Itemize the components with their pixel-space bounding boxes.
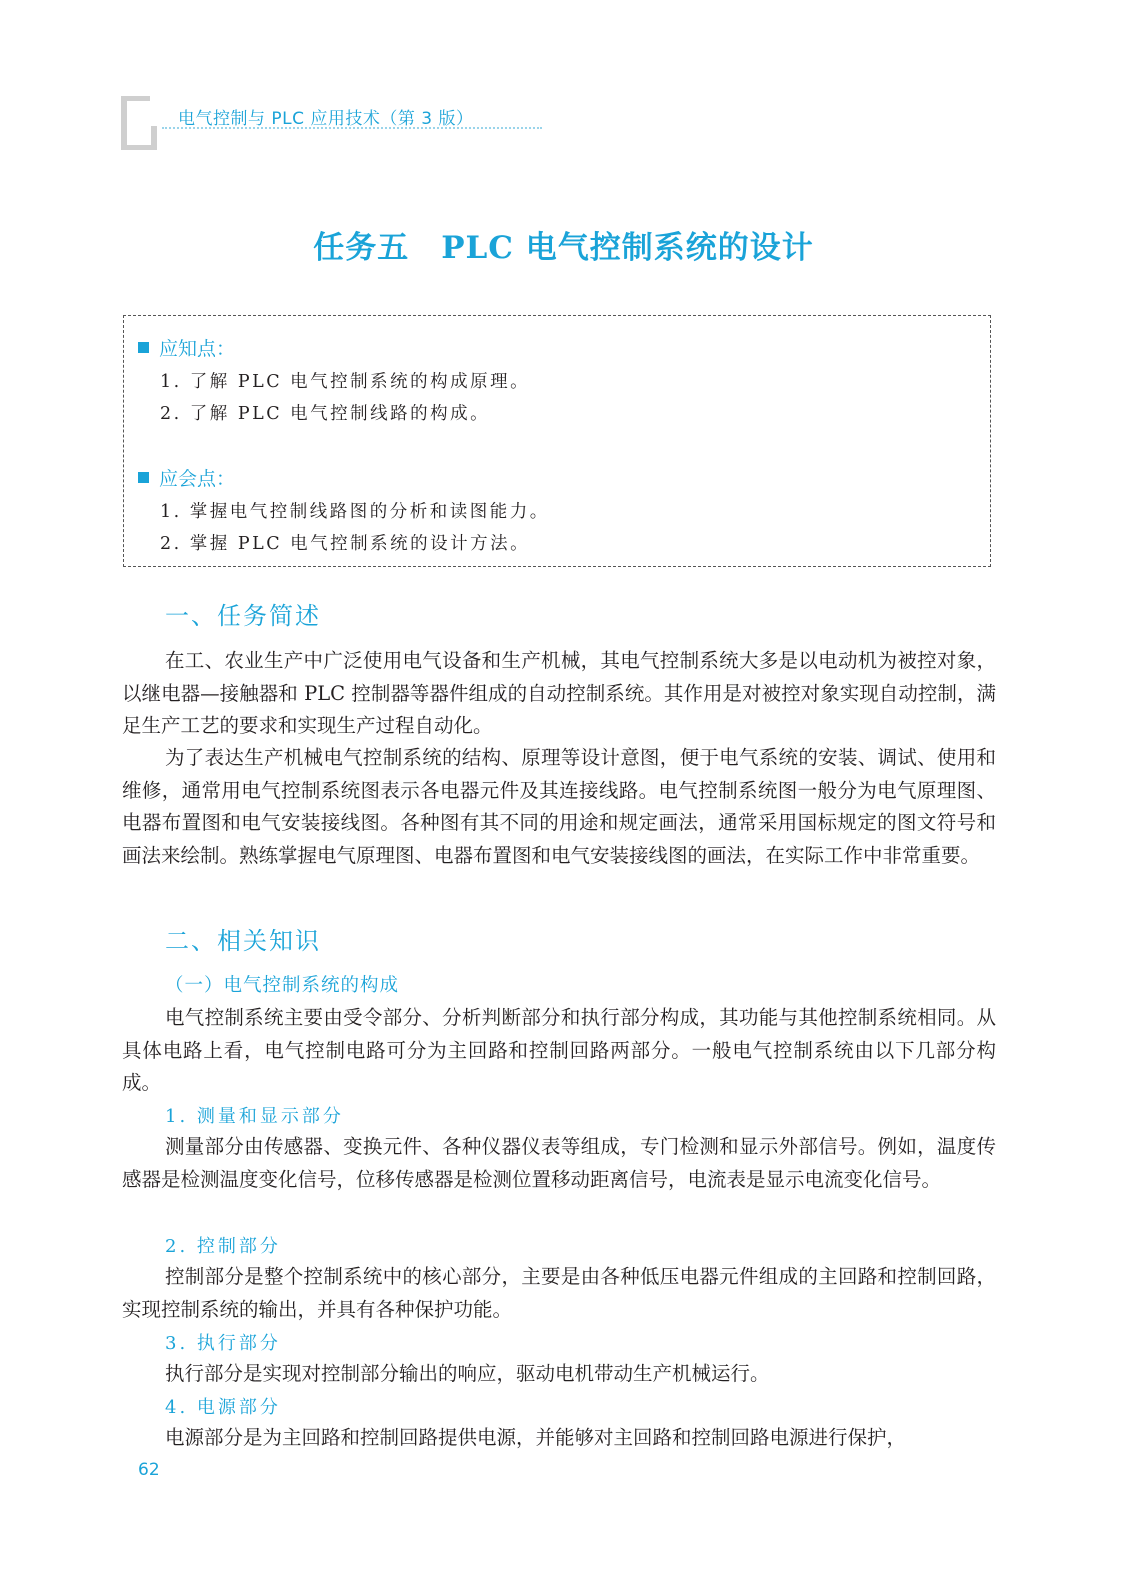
paragraph: 在工、农业生产中广泛使用电气设备和生产机械，其电气控制系统大多是以电动机为被控对象，以继电器—接触器和 PLC 控制器等器件组成的自动控制系统。其作用是对被控对象实现自动控制，满足生产工艺的要求和实现生产过程自动化。 (122, 649, 996, 737)
square-bullet-icon (138, 472, 149, 483)
page-number: 62 (138, 1460, 160, 1480)
header-bracket-mark (120, 96, 158, 150)
paragraph: 执行部分是实现对控制部分输出的响应，驱动电机带动生产机械运行。 (165, 1362, 770, 1385)
item-heading: 3. 执行部分 (165, 1333, 281, 1354)
page-title: 任务五 PLC 电气控制系统的设计 (313, 230, 814, 266)
know-points-heading: 应知点： (138, 334, 235, 361)
can-point-item: 1. 掌握电气控制线路图的分析和读图能力。 (160, 502, 550, 522)
paragraph: 为了表达生产机械电气控制系统的结构、原理等设计意图，便于电气系统的安装、调试、使用和维修，通常用电气控制系统图表示各电器元件及其连接线路。电气控制系统图一般分为电气原理图、电器布置图和电气安装接线图。各种图有其不同的用途和规定画法，通常采用国标规定的图文符号和画法来绘制。熟练掌握电气原理图、电器布置图和电气安装接线图的画法，在实际工作中非常重要。 (122, 746, 996, 867)
section-heading-task-overview: 一、任务简述 (165, 602, 321, 630)
running-header: 电气控制与 PLC 应用技术（第 3 版） (178, 109, 474, 129)
can-points-heading: 应会点： (138, 464, 235, 491)
item-heading: 4. 电源部分 (165, 1397, 281, 1418)
item-heading: 1. 测量和显示部分 (165, 1106, 344, 1127)
item-heading: 2. 控制部分 (165, 1236, 281, 1257)
header-divider (162, 127, 542, 129)
section-heading-related-knowledge: 二、相关知识 (165, 927, 321, 955)
can-point-item: 2. 掌握 PLC 电气控制系统的设计方法。 (160, 534, 531, 554)
square-bullet-icon (138, 342, 149, 353)
paragraph: 控制部分是整个控制系统中的核心部分，主要是由各种低压电器元件组成的主回路和控制回路，实现控制系统的输出，并具有各种保护功能。 (122, 1265, 996, 1321)
paragraph: 测量部分由传感器、变换元件、各种仪器仪表等组成，专门检测和显示外部信号。例如，温度传感器是检测温度变化信号，位移传感器是检测位置移动距离信号，电流表是显示电流变化信号。 (122, 1135, 996, 1191)
objectives-box (123, 315, 991, 567)
know-point-item: 2. 了解 PLC 电气控制线路的构成。 (160, 404, 491, 424)
subsection-heading: （一）电气控制系统的构成 (165, 975, 400, 996)
paragraph: 电源部分是为主回路和控制回路提供电源，并能够对主回路和控制回路电源进行保护， (165, 1426, 907, 1449)
know-point-item: 1. 了解 PLC 电气控制系统的构成原理。 (160, 372, 531, 392)
paragraph: 电气控制系统主要由受令部分、分析判断部分和执行部分构成，其功能与其他控制系统相同。从具体电路上看，电气控制电路可分为主回路和控制回路两部分。一般电气控制系统由以下几部分构成。 (122, 1006, 996, 1094)
